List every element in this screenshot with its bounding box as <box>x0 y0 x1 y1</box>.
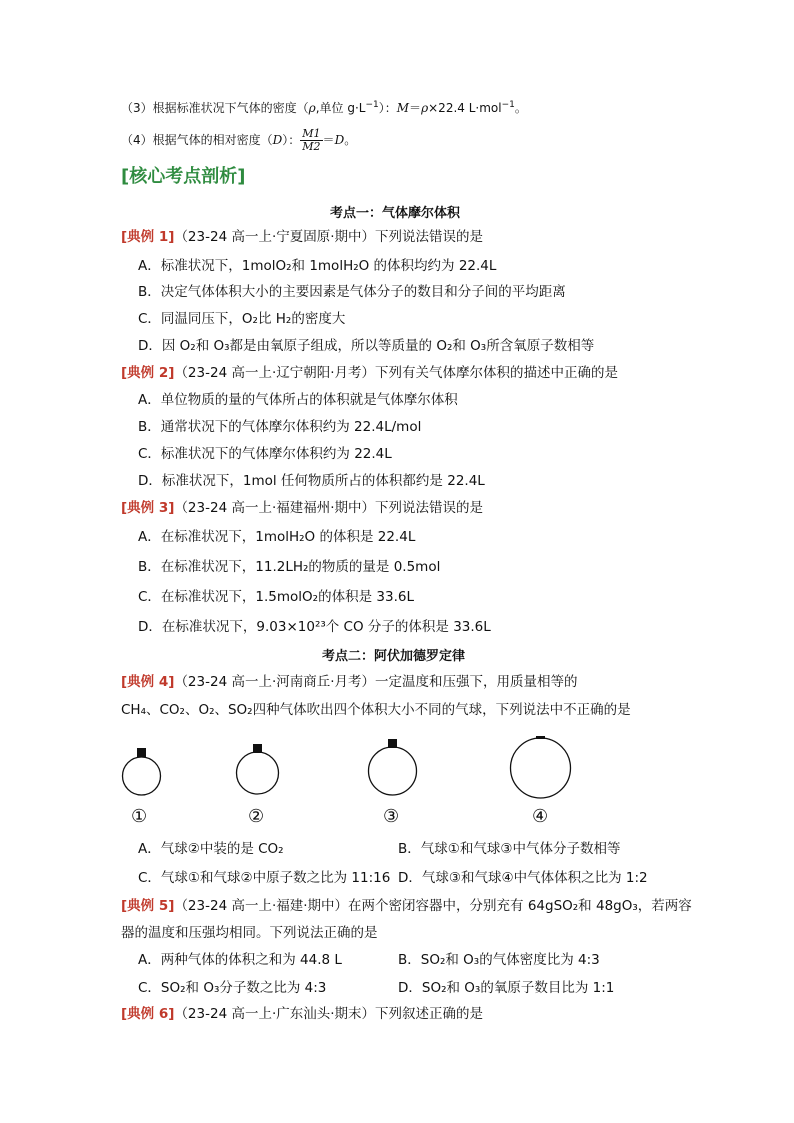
example-3-option-b: B．在标准状况下，11.2LH₂的物质的量是 0.5mol <box>138 559 441 575</box>
example-3-option-c: C．在标准状况下，1.5molO₂的体积是 33.6L <box>138 589 414 605</box>
example-1-option-c: C．同温同压下，O₂比 H₂的密度大 <box>138 311 346 327</box>
example-1-option-a: A．标准状况下，1molO₂和 1molH₂O 的体积均约为 22.4L <box>138 258 497 274</box>
example-3-option-a: A．在标准状况下，1molH₂O 的体积是 22.4L <box>138 529 416 545</box>
example-4-option-c: C．气球①和气球②中原子数之比为 11:16 <box>138 870 391 886</box>
example-6-stem: [典例 6]（23-24 高一上·广东汕头·期末）下列叙述正确的是 <box>121 1006 484 1022</box>
example-5-option-b: B．SO₂和 O₃的气体密度比为 4:3 <box>398 952 600 968</box>
balloon-2 <box>237 744 279 794</box>
balloon-1 <box>123 748 161 795</box>
balloon-3 <box>369 739 417 795</box>
example-5-stem-cont: 器的温度和压强均相同。下列说法正确的是 <box>121 925 378 941</box>
example-2-option-c: C．标准状况下的气体摩尔体积约为 22.4L <box>138 446 392 462</box>
example-3-stem: [典例 3]（23-24 高一上·福建福州·期中）下列说法错误的是 <box>121 500 484 516</box>
fraction: $\frac{M1}{M2}$ <box>302 127 321 153</box>
example-1-option-d: D．因 O₂和 O₃都是由氧原子组成，所以等质量的 O₂和 O₃所含氧原子数相等 <box>138 338 595 354</box>
example-2-option-b: B．通常状况下的气体摩尔体积约为 22.4L/mol <box>138 419 422 435</box>
formula-line-3: （3）根据标准状况下气体的密度（ρ,单位 $g\cdot L^{-1}$）：M＝ρ×22.4 L·mol$^{-1}$。 <box>121 100 527 115</box>
example-5-option-a: A．两种气体的体积之和为 44.8 L <box>138 952 342 968</box>
balloon-4 <box>511 736 571 798</box>
example-1-option-b: B．决定气体体积大小的主要因素是气体分子的数目和分子间的平均距离 <box>138 284 566 300</box>
example-2-option-d: D．标准状况下，1mol 任何物质所占的体积都约是 22.4L <box>138 473 485 489</box>
example-4-option-b: B．气球①和气球③中气体分子数相等 <box>398 841 621 857</box>
topic-title-2: 考点二：阿伏加德罗定律 <box>322 649 466 664</box>
example-4-stem-cont: CH₄、CO₂、O₂、SO₂四种气体吹出四个体积大小不同的气球，下列说法中不正确的是 <box>121 702 631 718</box>
balloon-label-4: ④ <box>532 806 549 827</box>
example-3-option-d: D．在标准状况下，9.03×10²³个 CO 分子的体积是 33.6L <box>138 619 491 635</box>
balloon-label-1: ① <box>131 806 148 827</box>
formula-line-4: （4）根据气体的相对密度（D）： $\frac{M1}{M2}$ ＝D。 <box>121 127 357 153</box>
example-5-option-d: D．SO₂和 O₃的氧原子数目比为 1:1 <box>398 980 615 996</box>
example-5-stem: [典例 5]（23-24 高一上·福建·期中）在两个密闭容器中，分别充有 64gSO₂和 48gO₃，若两容 <box>121 898 692 914</box>
balloon-label-2: ② <box>248 806 265 827</box>
example-2-option-a: A．单位物质的量的气体所占的体积就是气体摩尔体积 <box>138 392 458 408</box>
example-5-option-c: C．SO₂和 O₃分子数之比为 4:3 <box>138 980 327 996</box>
example-4-option-a: A．气球②中装的是 CO₂ <box>138 841 284 857</box>
balloons-figure <box>110 736 590 836</box>
topic-title-1: 考点一：气体摩尔体积 <box>330 206 461 221</box>
example-4-stem: [典例 4]（23-24 高一上·河南商丘·月考）一定温度和压强下，用质量相等的 <box>121 674 578 690</box>
section-heading: [核心考点剖析] <box>121 166 246 187</box>
example-2-stem: [典例 2]（23-24 高一上·辽宁朝阳·月考）下列有关气体摩尔体积的描述中正确的是 <box>121 365 619 381</box>
balloon-label-3: ③ <box>383 806 400 827</box>
example-1-stem: [典例 1]（23-24 高一上·宁夏固原·期中）下列说法错误的是 <box>121 229 484 245</box>
example-4-option-d: D．气球③和气球④中气体体积之比为 1:2 <box>398 870 648 886</box>
